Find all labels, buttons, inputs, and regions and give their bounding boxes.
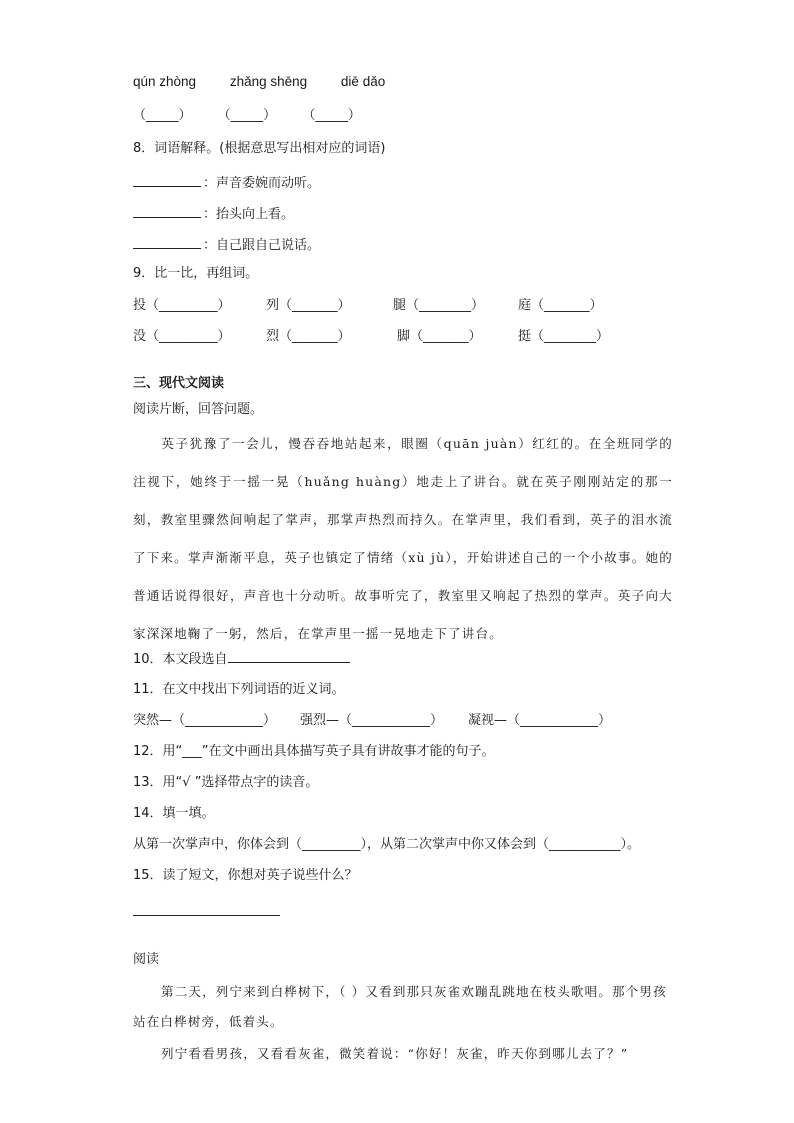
synonym-item[interactable]: 强烈—（____________）: [300, 713, 444, 728]
reading-heading: 阅读: [133, 952, 160, 967]
question-15: 15．读了短文，你想对英子说些什么？: [133, 868, 358, 883]
q8-item: [133, 172, 320, 193]
pinyin-word: qún zhòng: [133, 74, 197, 89]
pinyin-word: diē dǎo: [340, 74, 386, 89]
compare-item[interactable]: 腿（________）: [393, 298, 485, 313]
answer-blank[interactable]: [133, 234, 201, 249]
section-heading: 三、现代文阅读: [133, 376, 225, 391]
q8-definition: ：抬头向上看。: [203, 207, 295, 222]
pinyin-word: zhǎng shēng: [229, 74, 308, 89]
compare-item[interactable]: 没（_________）: [133, 329, 231, 344]
section-instruction: 阅读片断，回答问题。: [133, 402, 264, 417]
pinyin-answer-row: [133, 107, 383, 125]
answer-line[interactable]: [133, 915, 280, 916]
question-10: [133, 650, 350, 669]
question-12: 12．用“___”在文中画出具体描写英子具有讲故事才能的句子。: [133, 744, 495, 759]
question-14-text: 从第一次掌声中，你体会到（_________），从第二次掌声中你又体会到（___________）。: [133, 837, 641, 852]
answer-blank[interactable]: （_____）: [133, 108, 192, 123]
q8-item: [133, 203, 294, 224]
q10-text: 10．本文段选自: [133, 652, 228, 667]
pinyin-row: [133, 73, 415, 91]
paragraph-text: 第二天，列宁来到白桦树下，（ ）又看到那只灰雀欢蹦乱跳地在枝头歌唱。那个男孩站在白桦树旁，低着头。: [133, 984, 667, 1029]
question-14-title: 14．填一填。: [133, 806, 215, 821]
question-9-title: 9．比一比，再组词。: [133, 266, 259, 281]
question-11-title: 11．在文中找出下列词语的近义词。: [133, 682, 345, 697]
q11-row: [133, 712, 611, 730]
answer-blank[interactable]: [228, 650, 350, 663]
reading-passage: [133, 425, 673, 653]
paragraph-text: 列宁看看男孩，又看看灰雀，微笑着说：“你好！灰雀，昨天你到哪儿去了？”: [161, 1046, 629, 1061]
compare-item[interactable]: 庭（_______）: [518, 298, 603, 313]
q8-definition: ：声音委婉而动听。: [203, 176, 321, 191]
synonym-item[interactable]: 凝视—（____________）: [468, 713, 612, 728]
compare-item[interactable]: 脚（_______）: [397, 329, 482, 344]
question-13: 13．用“√ ”选择带点字的读音。: [133, 775, 319, 790]
reading-paragraph: [133, 977, 673, 1037]
reading-paragraph: [133, 1039, 673, 1069]
compare-item[interactable]: 投（_________）: [133, 298, 231, 313]
compare-item[interactable]: 烈（_______）: [266, 329, 351, 344]
q8-definition: ：自己跟自己说话。: [203, 238, 321, 253]
answer-blank[interactable]: （_____）: [302, 108, 361, 123]
answer-blank[interactable]: [133, 203, 201, 218]
compare-item[interactable]: 挺（________）: [518, 329, 610, 344]
question-8-title: 8．词语解释。(根据意思写出相对应的词语): [133, 141, 386, 156]
answer-blank[interactable]: （_____）: [217, 108, 277, 123]
answer-blank[interactable]: [133, 172, 201, 187]
q9-row: [133, 328, 609, 346]
q9-row: [133, 297, 603, 315]
compare-item[interactable]: 列（_______）: [266, 298, 351, 313]
q8-item: [133, 234, 320, 255]
synonym-item[interactable]: 突然—（____________）: [133, 713, 277, 728]
passage-text: 英子犹豫了一会儿，慢吞吞地站起来，眼圈（quān juàn）红红的。在全班同学的注视下，她终于一摇一晃（huǎng huàng）地走上了讲台。就在英子刚刚站定的那一刻，教室里骤然间响起了掌声，那掌声热烈而持久。在掌声里，我们看到，英子的泪水流了下来。掌声渐渐平息，英子也镇定了情绪（xù jù），开始讲述自己的一个小故事。她的普通话说得很好，声音也十分动听。故事听完了，教室里又响起了热烈的掌声。英子向大家深深地鞠了一躬，然后，在掌声里一摇一晃地走下了讲台。: [133, 436, 673, 641]
